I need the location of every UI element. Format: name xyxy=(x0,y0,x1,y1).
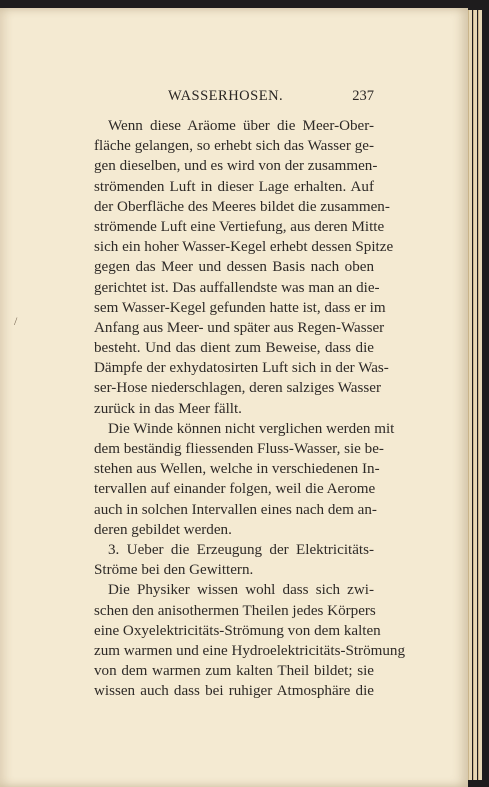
section-heading: Ströme bei den Gewittern. xyxy=(94,562,254,579)
text-line: Die Physiker wissen wohl dass sich zwi- xyxy=(108,582,374,599)
running-head xyxy=(96,88,374,104)
text-line: auch in solchen Intervallen eines nach dem an- xyxy=(94,501,377,518)
text-line: besteht. Und das dient zum Beweise, dass die xyxy=(94,340,374,357)
text-line: deren gebildet werden. xyxy=(94,521,232,538)
text-line: gerichtet ist. Das auffallendste was man an die- xyxy=(94,279,380,296)
text-line: sich ein hoher Wasser-Kegel erhebt dessen Spitze xyxy=(94,239,394,256)
page-edge xyxy=(468,10,472,780)
text-line: zurück in das Meer fällt. xyxy=(94,400,242,417)
text-line: eine Oxyelektricitäts-Strömung von dem kalten xyxy=(94,622,381,639)
text-line: dem beständig fliessenden Fluss-Wasser, sie be- xyxy=(94,441,384,457)
text-line: gegen das Meer und dessen Basis nach oben xyxy=(94,259,374,276)
text-line: fläche gelangen, so erhebt sich das Wasser ge- xyxy=(94,138,374,155)
text-line: zum warmen und eine Hydroelektricitäts-Strömung xyxy=(94,642,406,659)
page-number: 237 xyxy=(352,88,374,104)
text-line: strömenden Luft in dieser Lage erhalten. Auf xyxy=(94,178,374,195)
text-line: Wenn diese Aräome über die Meer-Ober- xyxy=(108,118,374,134)
header-title: WASSERHOSEN. xyxy=(168,88,284,104)
text-line: schen den anisothermen Theilen jedes Körpers xyxy=(94,602,376,619)
margin-mark: / xyxy=(14,314,18,328)
text-line: wissen auch dass bei ruhiger Atmosphäre die xyxy=(94,683,374,700)
page-edge xyxy=(473,10,477,780)
text-line: gen dieselben, und es wird von der zusammen- xyxy=(94,158,378,175)
text-line: Anfang aus Meer- und später aus Regen-Wasser xyxy=(94,319,385,336)
section-heading: 3. Ueber die Erzeugung der Elektricitäts- xyxy=(108,541,374,558)
text-line: von dem warmen zum kalten Theil bildet; sie xyxy=(94,663,374,680)
text-line: der Oberfläche des Meeres bildet die zusammen- xyxy=(94,198,390,215)
text-line: ser-Hose niederschlagen, deren salziges Wasser xyxy=(94,380,381,397)
text-line: Dämpfe der exhydatosirten Luft sich in der Was- xyxy=(94,360,389,377)
body-text xyxy=(94,116,406,701)
page-edge xyxy=(478,10,482,780)
text-line: sem Wasser-Kegel gefunden hatte ist, dass er im xyxy=(94,299,386,316)
text-line: stehen aus Wellen, welche in verschiedenen In- xyxy=(94,461,380,478)
text-line: strömende Luft eine Vertiefung, aus deren Mitte xyxy=(94,218,385,235)
text-line: Die Winde können nicht verglichen werden mit xyxy=(108,420,395,437)
text-line: tervallen auf einander folgen, weil die Aerome xyxy=(94,481,376,498)
